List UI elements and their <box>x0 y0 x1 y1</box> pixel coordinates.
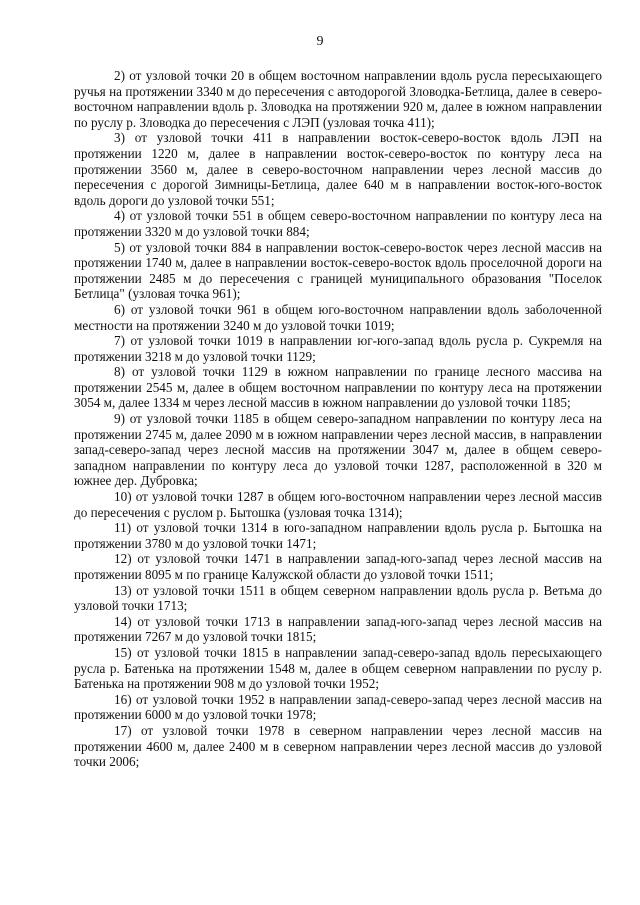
boundary-paragraph-9: 9) от узловой точки 1185 в общем северо-западном направлении по контуру леса на протяжении 2745 м, далее 2090 м в южном направлении через лесной массив, в направлении запад-северо-запад через лесной массив на протяжении 3047 м, далее в общем северо-западном направлении по контуру леса до узловой точки 1287, расположенной в 320 м южнее дер. Дубровка; <box>74 411 602 489</box>
boundary-paragraph-16: 16) от узловой точки 1952 в направлении запад-северо-запад через лесной массив на протяжении 6000 м до узловой точки 1978; <box>74 691 602 723</box>
boundary-paragraph-14: 14) от узловой точки 1713 в направлении запад-юго-запад через лесной массив на протяжении 7267 м до узловой точки 1815; <box>74 613 602 645</box>
boundary-paragraph-13: 13) от узловой точки 1511 в общем северном направлении вдоль русла р. Ветьма до узловой точки 1713; <box>74 582 602 614</box>
boundary-paragraph-4: 4) от узловой точки 551 в общем северо-восточном направлении по контуру леса на протяжении 3320 м до узловой точки 884; <box>74 208 602 239</box>
boundary-paragraph-7: 7) от узловой точки 1019 в направлении юг-юго-запад вдоль русла р. Сукремля на протяжении 3218 м до узловой точки 1129; <box>74 333 602 364</box>
boundary-paragraph-17: 17) от узловой точки 1978 в северном направлении через лесной массив на протяжении 4600 м, далее 2400 м в северном направлении через лесной массив до узловой точки 2006; <box>74 722 602 770</box>
boundary-paragraph-12: 12) от узловой точки 1471 в направлении запад-юго-запад через лесной массив на протяжении 8095 м по границе Калужской области до узловой точки 1511; <box>74 551 602 582</box>
boundary-paragraph-10: 10) от узловой точки 1287 в общем юго-восточном направлении через лесной массив до пересечения с руслом р. Бытошка (узловая точка 1314); <box>74 489 602 520</box>
boundary-paragraph-5: 5) от узловой точки 884 в направлении восток-северо-восток через лесной массив на протяжении 1740 м, далее в направлении восток-северо-восток вдоль проселочной дороги на протяжении 2485 м до пересечения с границей муниципального образования "Поселок Бетлица" (узловая точка 961); <box>74 239 602 302</box>
boundary-paragraph-15: 15) от узловой точки 1815 в направлении запад-северо-запад вдоль пересыхающего русла р. Батенька на протяжении 1548 м, далее в общем северном направлении по руслу р. Батенька на протяжении 908 м до узловой точки 1952; <box>74 644 602 692</box>
boundary-paragraph-2: 2) от узловой точки 20 в общем восточном направлении вдоль русла пересыхающего ручья на протяжении 3340 м до пересечения с автодорогой Зловодка-Бетлица, далее в северо-восточном направлении вдоль р. Зловодка на протяжении 920 м, далее в южном направлении по руслу р. Зловодка до пересечения с ЛЭП (узловая точка 411); <box>74 68 602 130</box>
boundary-paragraph-8: 8) от узловой точки 1129 в южном направлении по границе лесного массива на протяжении 2545 м, далее в общем восточном направлении по контуру леса на протяжении 3054 м, далее 1334 м через лесной массив в южном направлении до узловой точки 1185; <box>74 364 602 411</box>
boundary-paragraph-6: 6) от узловой точки 961 в общем юго-восточном направлении вдоль заболоченной местности на протяжении 3240 м до узловой точки 1019; <box>74 301 602 333</box>
boundary-paragraph-11: 11) от узловой точки 1314 в юго-западном направлении вдоль русла р. Бытошка на протяжении 3780 м до узловой точки 1471; <box>74 520 602 551</box>
document-body <box>74 68 602 770</box>
boundary-paragraph-3: 3) от узловой точки 411 в направлении восток-северо-восток вдоль ЛЭП на протяжении 1220 м, далее в направлении восток-северо-восток по контуру леса на протяжении 3560 м, далее в северо-восточном направлении через лесной массив до пересечения с дорогой Зимницы-Бетлица, далее 640 м в направлении восток-юго-восток вдоль дороги до узловой точки 551; <box>74 130 602 208</box>
page-number: 9 <box>316 34 324 49</box>
